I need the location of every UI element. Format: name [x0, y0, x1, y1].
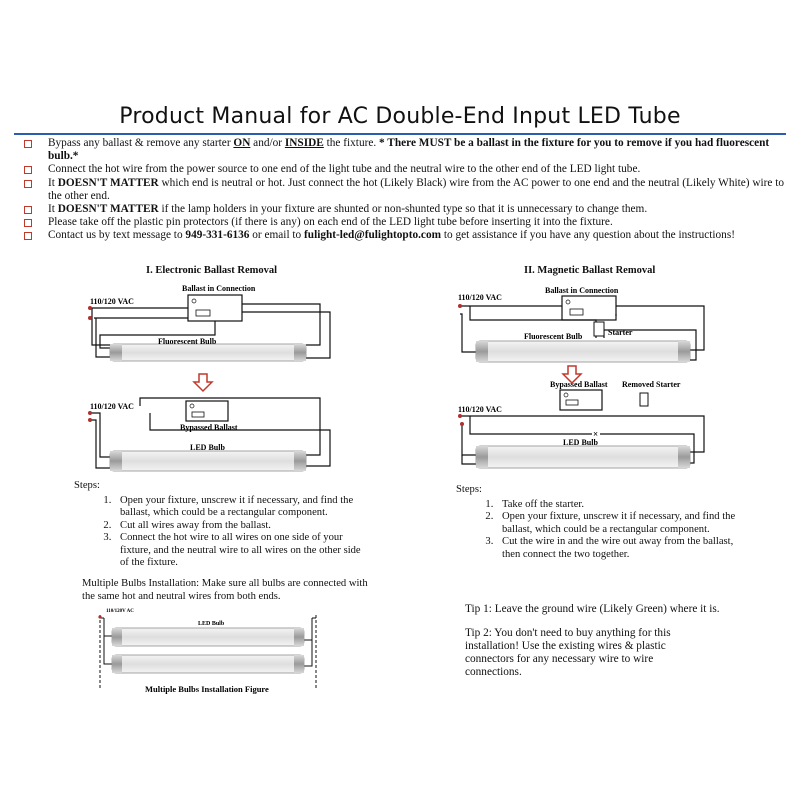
vac-label: 110/120 VAC [90, 297, 134, 306]
neutral-terminal-dot [88, 316, 92, 320]
page-title: Product Manual for AC Double-End Input LED Tube [119, 104, 681, 129]
led-tube [476, 446, 690, 468]
steps-section-2: Steps: 1. Take off the starter. 2. Open your fixture, unscrew it if necessary, and find the ballast, which could be a rectangular component. 3. Cut the wire in and the wire out away from the ballast, then connect the two together. [456, 484, 736, 561]
multi-caption: Multiple Bulbs Installation Figure [145, 684, 269, 694]
vac-label: 110/120 VAC [90, 402, 134, 411]
tip-1: Tip 1: Leave the ground wire (Likely Green) where it is. [465, 603, 720, 615]
step-item: 2. Cut all wires away from the ballast. [114, 520, 364, 533]
ballast-box [188, 295, 242, 321]
list-item: It DOESN'T MATTER which end is neutral or hot. Just connect the hot (Likely Black) wire from the AC power to one end and the neutral (Likely White) wire to the other end. [24, 177, 788, 203]
multi-vac-label: 110/120V AC [106, 609, 134, 614]
list-item: Bypass any ballast & remove any starter ON and/or INSIDE the fixture. * There MUST be a ballast in the fixture for you to remove if you had fluorescent bulb.* [24, 137, 788, 163]
removed-starter-label: Removed Starter [622, 380, 681, 389]
step-item: 2. Open your fixture, unscrew it if necessary, and find the ballast, which could be a rectangular component. [496, 511, 736, 536]
section-2-title: II. Magnetic Ballast Removal [524, 265, 656, 276]
fluorescent-tube [110, 344, 306, 361]
tip-2: Tip 2: You don't need to buy anything for this installation! Use the existing wires & plastic connectors for any necessary wire to wire connections. [465, 627, 671, 678]
tube-end-cap [294, 344, 306, 361]
led-tube [110, 451, 306, 471]
starter-label: Starter [608, 328, 633, 337]
section-1-title: I. Electronic Ballast Removal [146, 265, 278, 276]
ballast-box [562, 296, 616, 320]
led-bulb-label: LED Bulb [190, 443, 225, 452]
step-item: 3. Cut the wire in and the wire out away from the ballast, then connect the two together. [496, 536, 736, 561]
vac-label: 110/120 VAC [458, 293, 502, 302]
removed-starter-icon [640, 393, 648, 406]
tube-end-cap [110, 344, 122, 361]
hot-terminal-dot [88, 306, 92, 310]
led-bulb-label: LED Bulb [563, 438, 598, 447]
fluorescent-bulb-label: Fluorescent Bulb [524, 332, 583, 341]
down-arrow-icon [194, 374, 212, 391]
fluorescent-tube [476, 341, 690, 362]
step-item: 1. Open your fixture, unscrew it if necessary, and find the ballast, which could be a rectangular component. [114, 495, 364, 520]
multiple-bulbs-text: Multiple Bulbs Installation: Make sure all bulbs are connected with the same hot and neutral wires from both ends. [82, 578, 368, 602]
led-tube [112, 628, 304, 646]
bypassed-ballast-label: Bypassed Ballast [180, 423, 238, 432]
list-item: Please take off the plastic pin protectors (if there is any) on each end of the LED light tube before inserting it into the fixture. [24, 216, 788, 229]
step-item: 3. Connect the hot wire to all wires on one side of your fixture, and the neutral wire to all wires on the other side of the fixture. [114, 532, 364, 570]
steps-section-1: Steps: 1. Open your fixture, unscrew it if necessary, and find the ballast, which could be a rectangular component. 2. Cut all wires away from the ballast. 3. Connect the hot wire to all wires on one side of your fixture, and the neutral wire to all wires on the other side of the fixture. [74, 480, 364, 570]
connection-x-icon: × [593, 429, 599, 439]
bypassed-ballast-label: Bypassed Ballast [550, 380, 608, 389]
list-item: It DOESN'T MATTER if the lamp holders in your fixture are shunted or non-shunted type so that it is unnecessary to change them. [24, 203, 788, 216]
led-tube [112, 655, 304, 673]
multi-led-bulb-label: LED Bulb [198, 621, 225, 627]
starter-icon [594, 322, 604, 336]
list-item: Connect the hot wire from the power source to one end of the light tube and the neutral wire to the other end of the LED light tube. [24, 163, 788, 176]
ballast-in-connection-label: Ballast in Connection [182, 284, 256, 293]
step-item: 1. Take off the starter. [496, 499, 736, 512]
list-item: Contact us by text message to 949-331-6136 or email to fulight-led@fulightopto.com to get assistance if you have any question about the instructions! [24, 229, 788, 242]
ballast-in-connection-label: Ballast in Connection [545, 286, 619, 295]
vac-label: 110/120 VAC [458, 405, 502, 414]
fluorescent-bulb-label: Fluorescent Bulb [158, 337, 217, 346]
